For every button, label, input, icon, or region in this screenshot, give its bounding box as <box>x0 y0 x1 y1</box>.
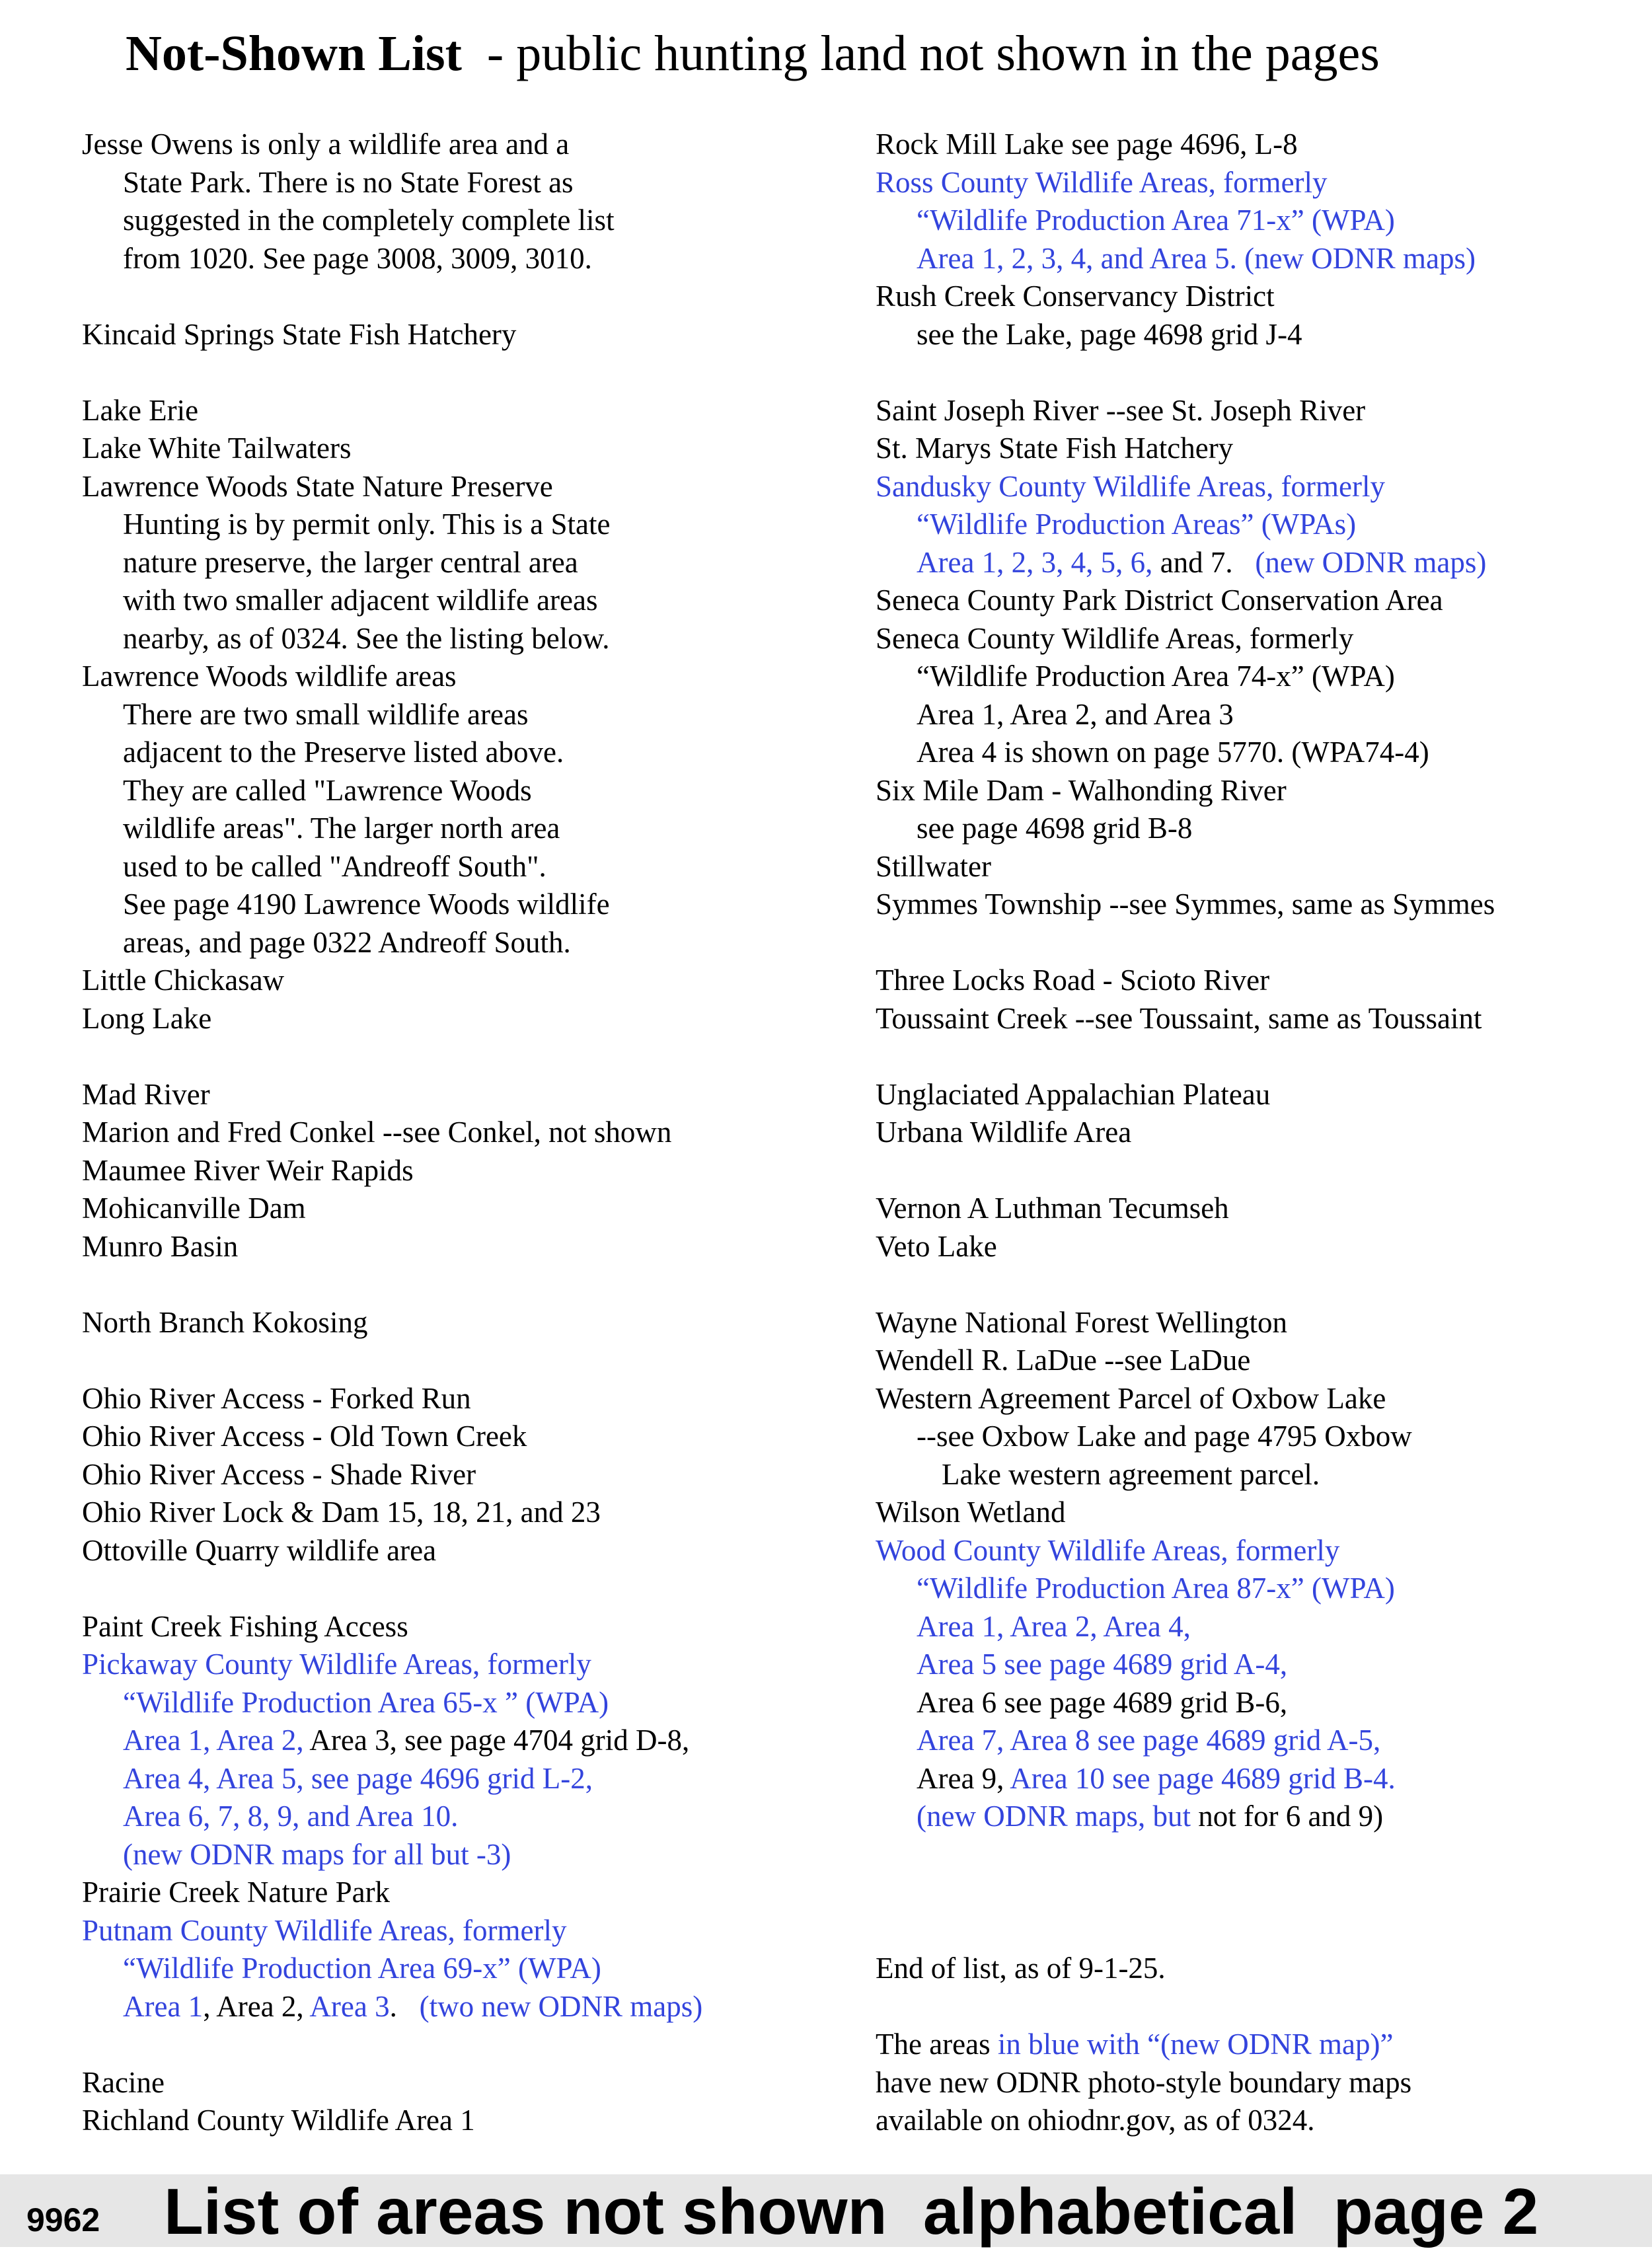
list-item-detail <box>876 1798 1635 1836</box>
list-item-blue: Ross County Wildlife Areas, formerly <box>876 165 1328 199</box>
list-item-detail: from 1020. See page 3008, 3009, 3010. <box>123 241 592 275</box>
list-item: Wayne National Forest Wellington <box>876 1305 1288 1339</box>
list-item: Veto Lake <box>876 1229 997 1263</box>
blue-text: (two new ODNR maps) <box>419 1989 703 2023</box>
list-item: Stillwater <box>876 849 991 883</box>
end-of-list: End of list, as of 9-1-25. <box>876 1952 1166 1985</box>
list-item: Long Lake <box>82 1001 212 1035</box>
list-item: Three Locks Road - Scioto River <box>876 964 1270 997</box>
blue-text: Area 1, Area 2, <box>123 1724 304 1757</box>
list-item-detail: Area 4 is shown on page 5770. (WPA74-4) <box>917 736 1429 769</box>
list-item-detail-blue: “Wildlife Production Area 71-x” (WPA) <box>917 204 1395 237</box>
list-item: Jesse Owens is only a wildlife area and a <box>82 128 570 161</box>
right-column <box>876 126 1635 2140</box>
list-item: Ohio River Access - Forked Run <box>82 1381 471 1415</box>
blue-text: Area 1 <box>123 1989 204 2023</box>
list-item-detail <box>82 1988 842 2026</box>
list-item: Ottoville Quarry wildlife area <box>82 1533 437 1567</box>
blue-text: Area 1, 2, 3, 4, 5, 6, <box>917 545 1153 579</box>
list-item-blue: Pickaway County Wildlife Areas, formerly <box>82 1648 591 1681</box>
list-item: Wendell R. LaDue --see LaDue <box>876 1344 1251 1377</box>
page-number: 9962 <box>26 2201 100 2238</box>
black-text: . <box>389 1989 420 2023</box>
list-item-detail-blue: Area 4, Area 5, see page 4696 grid L-2, <box>123 1761 593 1795</box>
list-item: Lake White Tailwaters <box>82 432 352 465</box>
list-item: Little Chickasaw <box>82 964 285 997</box>
list-item-detail: areas, and page 0322 Andreoff South. <box>123 925 571 959</box>
list-item-detail-blue: Area 6, 7, 8, 9, and Area 10. <box>123 1800 459 1833</box>
list-item: Racine <box>82 2065 165 2099</box>
list-item-detail-blue: (new ODNR maps for all but -3) <box>123 1837 511 1871</box>
list-item: Mad River <box>82 1077 210 1111</box>
list-item-detail: wildlife areas". The larger north area <box>123 812 560 845</box>
list-item: Rush Creek Conservancy District <box>876 280 1275 313</box>
list-item: Seneca County Wildlife Areas, formerly <box>876 621 1354 655</box>
blue-text: Area 3 <box>309 1989 390 2023</box>
list-item-detail <box>82 1722 842 1760</box>
page-title <box>0 25 1652 83</box>
list-item: Symmes Township --see Symmes, same as Symmes <box>876 888 1495 921</box>
list-item: Six Mile Dam - Walhonding River <box>876 773 1287 807</box>
list-item: Prairie Creek Nature Park <box>82 1876 391 1909</box>
list-item: Western Agreement Parcel of Oxbow Lake <box>876 1381 1386 1415</box>
blue-text: in blue with “(new ODNR map)” <box>997 2028 1394 2061</box>
list-item: Ohio River Access - Shade River <box>82 1457 476 1491</box>
list-item: Lawrence Woods State Nature Preserve <box>82 469 553 503</box>
list-item: Seneca County Park District Conservation Area <box>876 584 1443 617</box>
list-item-detail-blue: Area 1, 2, 3, 4, and Area 5. (new ODNR maps) <box>917 241 1476 275</box>
black-text: , Area 2, <box>203 1989 310 2023</box>
list-item: Lake Erie <box>82 393 199 427</box>
footer-bar <box>0 2174 1652 2247</box>
list-item: Toussaint Creek --see Toussaint, same as Toussaint <box>876 1001 1482 1035</box>
list-item-detail-blue: “Wildlife Production Area 87-x” (WPA) <box>917 1572 1395 1605</box>
list-item: North Branch Kokosing <box>82 1305 368 1339</box>
list-item: Mohicanville Dam <box>82 1192 306 1225</box>
list-item-detail: nature preserve, the larger central area <box>123 545 578 579</box>
black-text: The areas <box>876 2028 998 2061</box>
list-item: Munro Basin <box>82 1229 239 1263</box>
list-item: Richland County Wildlife Area 1 <box>82 2104 475 2137</box>
list-item: Lawrence Woods wildlife areas <box>82 660 457 693</box>
footer-title: List of areas not shown alphabetical page 2 <box>164 2175 1539 2248</box>
blue-text: (new ODNR maps, but <box>917 1800 1191 1833</box>
note-line: available on ohiodnr.gov, as of 0324. <box>876 2104 1315 2137</box>
list-item: Kincaid Springs State Fish Hatchery <box>82 317 517 351</box>
list-item-detail: adjacent to the Preserve listed above. <box>123 736 564 769</box>
list-item-detail-blue: Area 1, Area 2, Area 4, <box>917 1609 1191 1643</box>
list-item: Ohio River Lock & Dam 15, 18, 21, and 23 <box>82 1496 601 1529</box>
list-item-blue: Sandusky County Wildlife Areas, formerly <box>876 469 1385 503</box>
list-item-detail-blue: “Wildlife Production Area 65-x ” (WPA) <box>123 1685 609 1719</box>
black-text: not for 6 and 9) <box>1190 1800 1384 1833</box>
list-item-detail: Area 1, Area 2, and Area 3 <box>917 697 1234 731</box>
black-text: Area 9, <box>917 1761 1010 1795</box>
blue-text: Area 10 see page 4689 grid B-4. <box>1010 1761 1396 1795</box>
list-item-detail: Area 6 see page 4689 grid B-6, <box>917 1685 1288 1719</box>
page-title-rest: - public hunting land not shown in the pages <box>461 26 1380 81</box>
list-item: Vernon A Luthman Tecumseh <box>876 1192 1229 1225</box>
list-item-detail: with two smaller adjacent wildlife areas <box>123 584 598 617</box>
list-item-detail-blue: “Wildlife Production Areas” (WPAs) <box>917 508 1357 541</box>
list-item: Rock Mill Lake see page 4696, L-8 <box>876 128 1298 161</box>
list-item: Saint Joseph River --see St. Joseph River <box>876 393 1366 427</box>
list-item-detail-blue: Area 7, Area 8 see page 4689 grid A-5, <box>917 1724 1381 1757</box>
black-text: Area 3, see page 4704 grid D-8, <box>303 1724 690 1757</box>
list-item-detail: There are two small wildlife areas <box>123 697 529 731</box>
list-item: St. Marys State Fish Hatchery <box>876 432 1234 465</box>
list-item-detail: nearby, as of 0324. See the listing below. <box>123 621 610 655</box>
list-item-detail-blue: Area 5 see page 4689 grid A-4, <box>917 1648 1288 1681</box>
list-item-detail: Hunting is by permit only. This is a State <box>123 508 611 541</box>
list-item-detail: State Park. There is no State Forest as <box>123 165 574 199</box>
list-item-blue: Wood County Wildlife Areas, formerly <box>876 1533 1340 1567</box>
black-text: and 7. <box>1152 545 1233 579</box>
list-item: Ohio River Access - Old Town Creek <box>82 1420 527 1453</box>
list-item-detail: see page 4698 grid B-8 <box>917 812 1193 845</box>
blue-text: (new ODNR maps) <box>1232 545 1487 579</box>
page-title-bold: Not-Shown List <box>126 26 462 81</box>
note-line <box>876 2026 1635 2064</box>
list-item-detail: used to be called "Andreoff South". <box>123 849 546 883</box>
list-item-detail <box>876 544 1635 582</box>
list-item-detail <box>876 1760 1635 1798</box>
list-item: Urbana Wildlife Area <box>876 1116 1132 1149</box>
list-item: Unglaciated Appalachian Plateau <box>876 1077 1271 1111</box>
list-item-detail-blue: “Wildlife Production Area 69-x” (WPA) <box>123 1952 601 1985</box>
list-item-detail: --see Oxbow Lake and page 4795 Oxbow <box>917 1420 1412 1453</box>
left-column <box>82 126 842 2140</box>
list-item-detail: Lake western agreement parcel. <box>942 1457 1320 1491</box>
list-item-detail: “Wildlife Production Area 74-x” (WPA) <box>917 660 1395 693</box>
note-line: have new ODNR photo-style boundary maps <box>876 2065 1412 2099</box>
list-item-detail: see the Lake, page 4698 grid J-4 <box>917 317 1302 351</box>
list-item-detail: suggested in the completely complete list <box>123 204 615 237</box>
list-item-blue: Putnam County Wildlife Areas, formerly <box>82 1913 567 1947</box>
list-item-detail: They are called "Lawrence Woods <box>123 773 532 807</box>
list-item: Marion and Fred Conkel --see Conkel, not shown <box>82 1116 672 1149</box>
list-item: Maumee River Weir Rapids <box>82 1153 414 1187</box>
list-item: Wilson Wetland <box>876 1496 1066 1529</box>
list-item-detail: See page 4190 Lawrence Woods wildlife <box>123 888 610 921</box>
list-item: Paint Creek Fishing Access <box>82 1609 408 1643</box>
